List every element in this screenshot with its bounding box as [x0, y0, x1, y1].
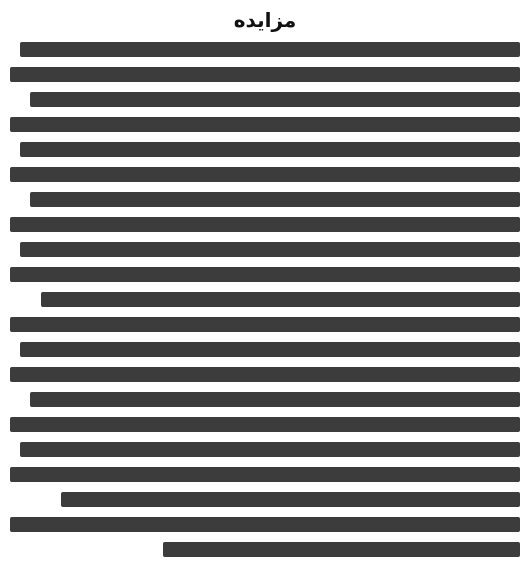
text-line [10, 317, 520, 332]
notice-body [10, 36, 520, 557]
notice-title: مزایده [233, 8, 297, 32]
text-line [10, 367, 520, 382]
text-line [20, 42, 520, 57]
text-line [10, 167, 520, 182]
text-line [41, 292, 520, 307]
text-line [30, 192, 520, 207]
text-line [30, 92, 520, 107]
text-line [10, 117, 520, 132]
text-line [10, 417, 520, 432]
text-line [10, 217, 520, 232]
text-line [20, 442, 520, 457]
text-line [20, 342, 520, 357]
text-line [20, 142, 520, 157]
text-line [10, 467, 520, 482]
text-line [10, 517, 520, 532]
text-line [163, 542, 520, 557]
text-line [10, 67, 520, 82]
text-line [10, 267, 520, 282]
text-line [61, 492, 520, 507]
text-line [20, 242, 520, 257]
text-line [30, 392, 520, 407]
